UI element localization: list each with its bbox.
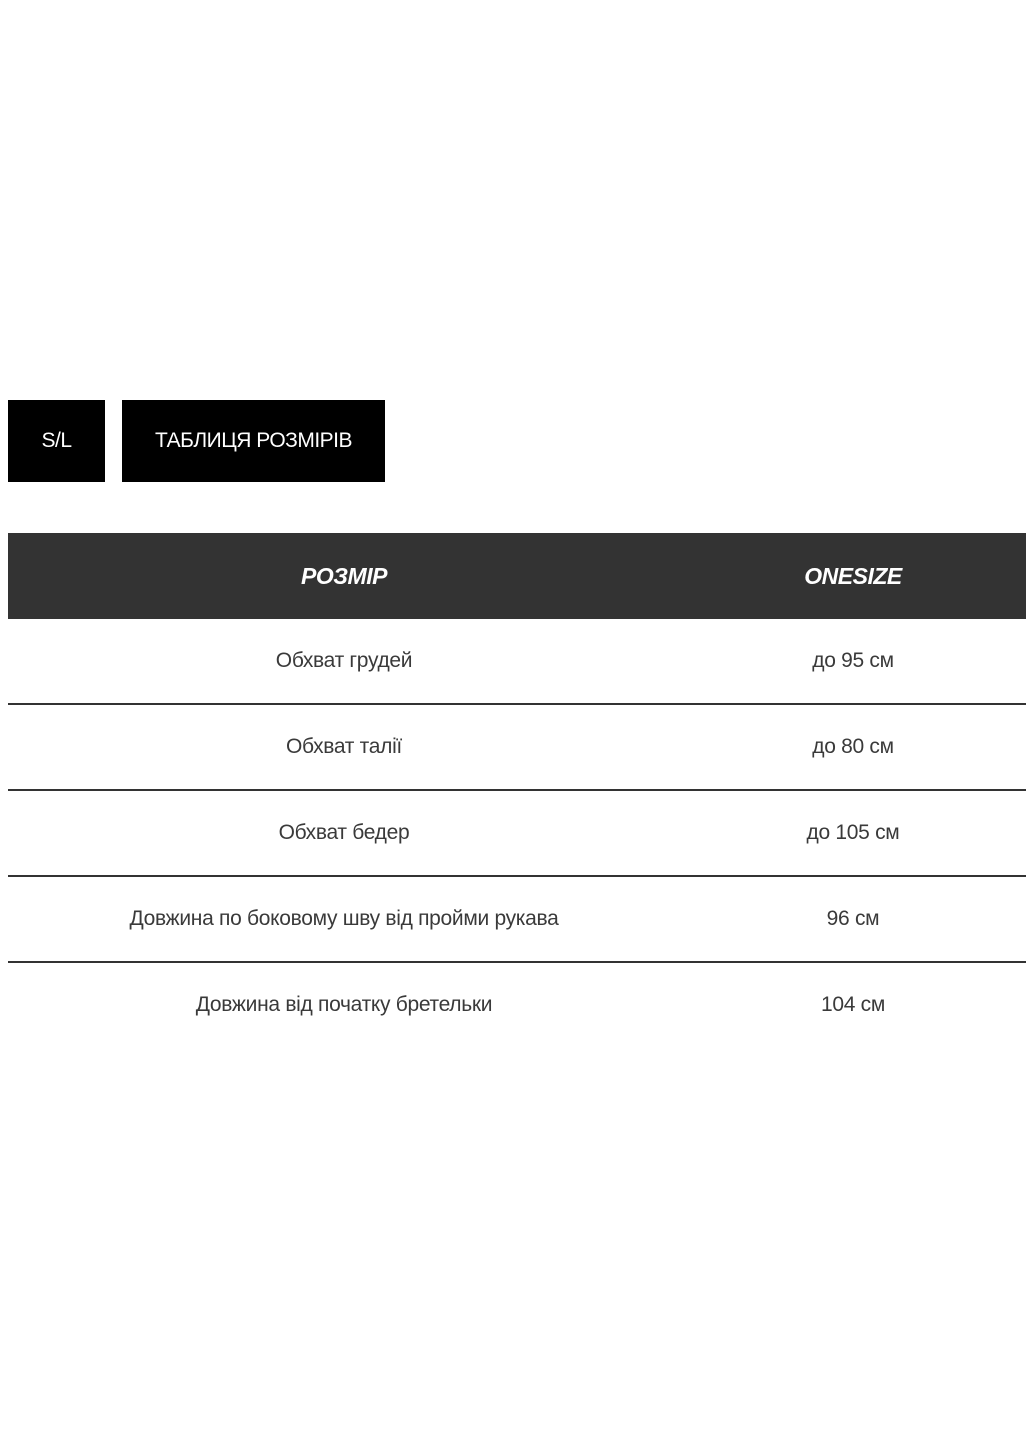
measurement-label: Обхват грудей bbox=[8, 619, 680, 704]
measurement-label: Обхват бедер bbox=[8, 790, 680, 876]
size-tabs bbox=[8, 400, 385, 482]
size-chart-tab[interactable]: ТАБЛИЦЯ РОЗМІРІВ bbox=[122, 400, 385, 482]
table-row bbox=[8, 790, 1026, 876]
table-header-row bbox=[8, 533, 1026, 619]
table-row bbox=[8, 962, 1026, 1047]
measurement-value: 104 см bbox=[820, 993, 885, 1016]
column-header-size: РОЗМІР bbox=[8, 533, 680, 619]
measurement-label: Обхват талії bbox=[8, 704, 680, 790]
measurement-value: до 105 см bbox=[680, 790, 1026, 876]
measurement-label: Довжина по боковому шву від пройми рукава bbox=[8, 876, 680, 962]
measurement-label: Довжина від початку бретельки bbox=[195, 993, 493, 1016]
measurement-value: до 95 см bbox=[680, 619, 1026, 704]
column-header-onesize: ONESIZE bbox=[680, 533, 1026, 619]
table-row bbox=[8, 619, 1026, 704]
table-row bbox=[8, 704, 1026, 790]
measurement-value: 96 см bbox=[680, 876, 1026, 962]
size-tab-sl[interactable]: S/L bbox=[8, 400, 105, 482]
measurement-value: до 80 см bbox=[680, 704, 1026, 790]
table-row bbox=[8, 876, 1026, 962]
size-table bbox=[8, 533, 1026, 1047]
